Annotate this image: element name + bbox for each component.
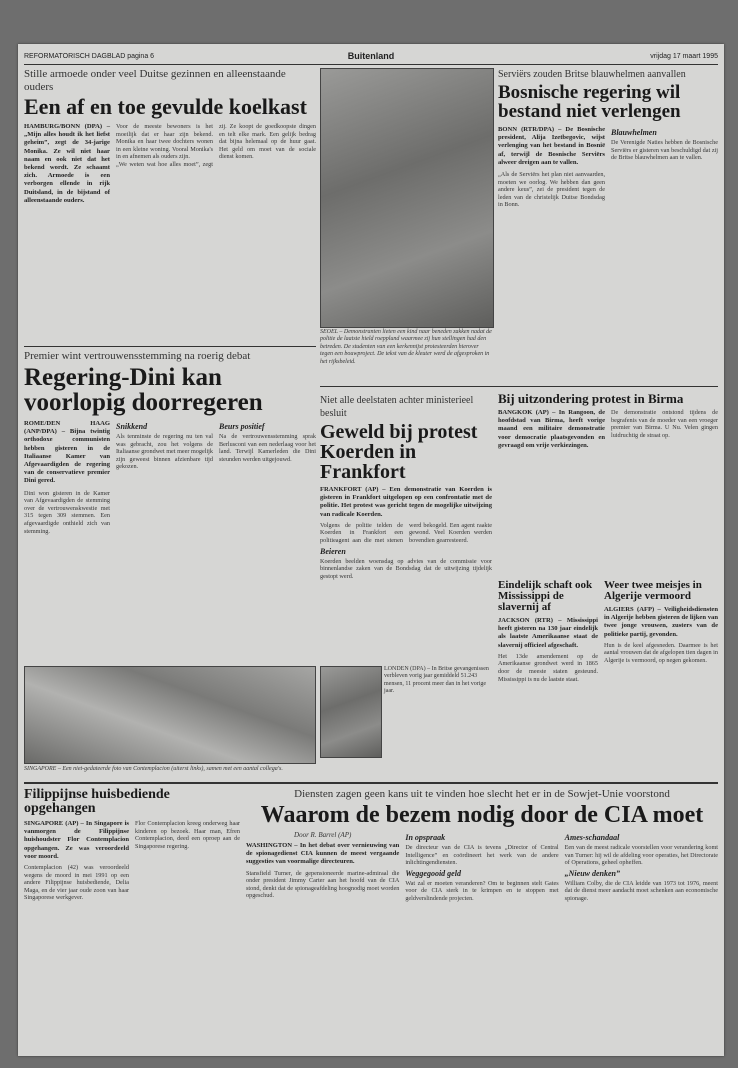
article-body-2: Koerden beelden woensdag op advies van de commissie voor binnenlandse zaken van de Bondsdag dat de uitwijzing tijdelijk gestopt werd. [320,557,492,580]
article-body-2: De Verenigde Naties hebben de Bosnische Serviërs er gisteren van beschuldigd dat zij de Britse blauwhelmen aan te vallen. [611,139,718,162]
article-intro: FRANKFORT (AP) – Een demonstratie van Koerden is gisteren in Frankfort uitgelopen op een confrontatie met de politie. Het protest was gericht tegen de mogelijke uitwijzing van radicale Koerden. [320,486,492,518]
article-body: Het 13de amendement op de Amerikaanse grondwet werd in 1865 door de meeste staten gesteund. Mississippi is nu de laatste staat. [498,652,598,683]
header-date: vrijdag 17 maart 1995 [650,53,718,60]
article-kicker: Serviërs zouden Britse blauwhelmen aanvallen [498,69,686,80]
article-body-4: Een van de meest radicale voorstellen voor verandering komt van Turner: hij wil de afdeling voor operaties, het Directorate of Operations, geheel opheffen. [564,844,718,867]
article-koelkast [24,68,316,343]
subhead-ames: Ames-schandaal [564,833,620,842]
article-body-3: Wat zal er moeten veranderen? Om te beginnen stelt Gates voor de CIA sterk in te krimpen en te stoppen met geldverslindende projecten. [405,879,559,902]
divider [24,346,316,347]
group-photo [24,666,316,764]
divider [320,386,718,387]
article-title: Regering-Dini kan voorlopig doorregeren [24,364,263,416]
article-title: Waarom de bezem nodig door de CIA moet [260,802,704,828]
article-kicker: Premier wint vertrouwensstemming na roerig debat [24,350,251,362]
article-title: Filippijnse huisbediende opgehangen [24,788,170,816]
article-body: De demonstratie ontstond tijdens de begrafenis van de moeder van een vroeger premier van Birma. U Nu. Velen gingen luidruchtig de straat op. [611,409,718,439]
article-title: Eindelijk schaft ook Mississippi de slavernij af [498,580,593,613]
article-title: Geweld bij protest Koerden in Frankfort [320,421,478,483]
article-body: Stansfield Turner, de gepensioneerde marine-admiraal die onder president Jimmy Carter aan het hoofd van de CIA stond, denkt dat de spionageafdeling hoognodig moet worden opgeschud. [246,869,400,900]
subhead-opspraak: In opspraak [405,833,446,842]
subhead-nieuw: „Nieuw denken” [564,868,620,878]
article-kicker: Diensten zagen geen kans uit te vinden hoe slecht het er in de Sowjet-Unie voorstond [294,788,670,800]
subhead-snikkend: Snikkend [116,422,148,431]
article-intro: WASHINGTON – In het debat over vernieuwing van de spionagedienst CIA kunnen de meest vergaande suggesties van voormalige directeuren. [246,842,400,866]
article-kicker: Niet alle deelstaten achter ministerieel besluit [320,395,474,419]
article-kicker: Stille armoede onder veel Duitse gezinnen en alleenstaande ouders [24,68,286,93]
subhead-geld: Weggegooid geld [405,868,461,878]
article-intro: ALGIERS (AFP) – Veiligheidsdiensten in Algerije hebben gisteren de lijken van twee jonge vrouwen, zusters van de politieke partij, gevonden. [604,606,718,638]
article-title: Bosnische regering wil bestand niet verlengen [498,82,681,122]
article-body: Contemplacion (42) was veroordeeld wegens de moord in mei 1991 op een andere Filippijnse huisbediende, Delia Maga, en de vier jaar oude zoon van haar Singaporese werkgever. [24,864,129,902]
article-cia [246,788,718,1050]
subhead-blauwhelmen: Blauwhelmen [611,128,657,137]
article-mississippi [498,580,598,770]
divider [24,782,718,784]
article-intro: HAMBURG/BONN (DPA) – „Mijn alles houdt ik het liefst geheim”, zegt de 34-jarige Monika. Ze wil niet haar naam en ook niet dat het bekend wordt. Ze schaamt zich. Armoede is een verborgen ellende in rijk Duitsland, in de bijstand of alleenstaande ouders. [24,123,110,204]
article-algerije [604,580,718,770]
article-body-5: William Colby, die de CIA leidde van 1973 tot 1976, meent dat de dienst meer aandacht moet schenken aan economische spionage. [564,879,718,902]
article-body: „Als de Serviërs het plan niet aanvaarden, moeten we oorlog. We hebben dan geen andere keus”, zei de president tegen de leden van de christelijk Duitse Bondsdag in Bonn. [498,171,605,209]
article-dini [24,350,316,660]
subhead-beieren: Beieren [320,546,346,556]
article-body-3: Na de vertrouwensstemming sprak Berlusconi van een nederlaag voor het land. Terwijl Kamerleden die Dini steunden werden uitgejouwd. [219,433,316,463]
article-koerden [320,394,492,659]
article-birma [498,392,718,572]
article-intro: JACKSON (RTR) – Mississippi heeft gisteren na 130 jaar eindelijk als laatste Amerikaanse staat de slavernij officieel afgeschaft. [498,617,598,649]
subhead-beurs: Beurs positief [219,422,265,431]
article-body-2: De directeur van de CIA is tevens „Director of Central Intelligence” en coördineert het werk van de andere inlichtingendiensten. [405,844,559,867]
article-body-2: Als tenminste de regering nu ten val was gebracht, zou het volgens de Italiaanse grondwet met meer mogelijk zijn geweest binnen afzienbare tijd gekozen. [116,433,213,471]
article-body: Dini won gisteren in de Kamer van Afgevaardigden de stemming over de vertrouwenskwestie met 315 tegen 309 stemmen. Een afgevaardigde onthield zich van stemming. [24,489,110,535]
article-intro: ROME/DEN HAAG (ANP/DPA) – Bijna twintig orthodoxe communisten hebben gisteren in de Italiaanse Kamer van Afgevaardigden de regering van de conservatieve premier Dini gered. [24,420,110,485]
article-intro: BANGKOK (AP) – In Rangoon, de hoofdstad van Birma, heeft vorige maand een militaire demonstratie voor democratie plaatsgevonden en gevraagd om vrije verkiezingen. [498,409,605,449]
article-filippijnse [24,788,240,1050]
header-left: REFORMATORISCH DAGBLAD pagina 6 [24,53,155,60]
article-title: Weer twee meisjes in Algerije vermoord [604,580,702,602]
page-header [24,50,718,65]
article-bosnie [498,68,718,373]
article-body-2: Flor Contemplacion kreeg onderweg haar kinderen op bezoek. Haar man, Efren Contemplacion, deed een oproep aan de Singaporese regering. [135,820,240,850]
article-title: Een af en toe gevulde koelkast [24,94,307,119]
photo-caption-londen: LONDEN (DPA) – In Britse gevangenissen verbleven vorig jaar gemiddeld 51.243 mensen, 11 procent meer dan in het vorige jaar. [384,666,489,695]
article-title: Bij uitzondering protest in Birma [498,392,684,406]
photo-caption-seoel: SEOEL – Demonstranten lieten een kind naar beneden zakken nadat de politie de laatste hield roepplund waarmee zij hun stellingen had den betreden. De studenten van een kerkennijst protesteerden hierover tegen een bouwproject. De tekst van de kleuter werd de afgesproken in het rijksbeleid. [320,329,492,365]
article-body: Volgens de politie telden de Koerden in Frankfort een politieagent aan die met stenen werd bekogeld. Een agent raakte gewond. Veel Koerden werden bovendien gearresteerd. [320,521,492,544]
byline: Door R. Barrel (AP) [294,831,352,839]
protest-photo [320,68,494,328]
article-body: Hun is de keel afgesneden. Daarmee is het aantal vrouwen dat de afgelopen tien dagen in Algerije is vermoord, op negen gekomen. [604,641,718,664]
prison-photo [320,666,382,758]
header-section: Buitenland [347,51,395,61]
article-intro: SINGAPORE (AP) – In Singapore is vanmorgen de Filippijnse huishoudster Flor Contemplacion opgehangen. Ze was veroordeeld voor moord. [24,820,129,860]
newspaper-page [18,44,724,1056]
article-body: Voor de meeste bewoners is het moeilijk dat er haar zijn bekend. Monika en haar twee dochters wonen in een kleine woning. Vooral Monika's in en afnemen als ouders zijn. „We weten wat hoe alles moet”, zegt zij. Ze koopt de goedkoopste dingen en telt elke mark. Een gelijk bedrag dat bijna helemaal op de huur gaat. Het geld om moet van de sociale dienst komen. [116,123,316,168]
article-intro: BONN (RTR/DPA) – De Bosnische president, Alija Izetbegovic, wijst verlenging van het bestand in Bosnië af, terwijl de Bosnische Serviërs alweer dreigen aan te vallen. [498,126,605,166]
photo-caption-singapore: SINGAPORE – Een niet-gedateerde foto van Contemplacion (uiterst links), samen met een aantal collega's. [24,766,283,772]
